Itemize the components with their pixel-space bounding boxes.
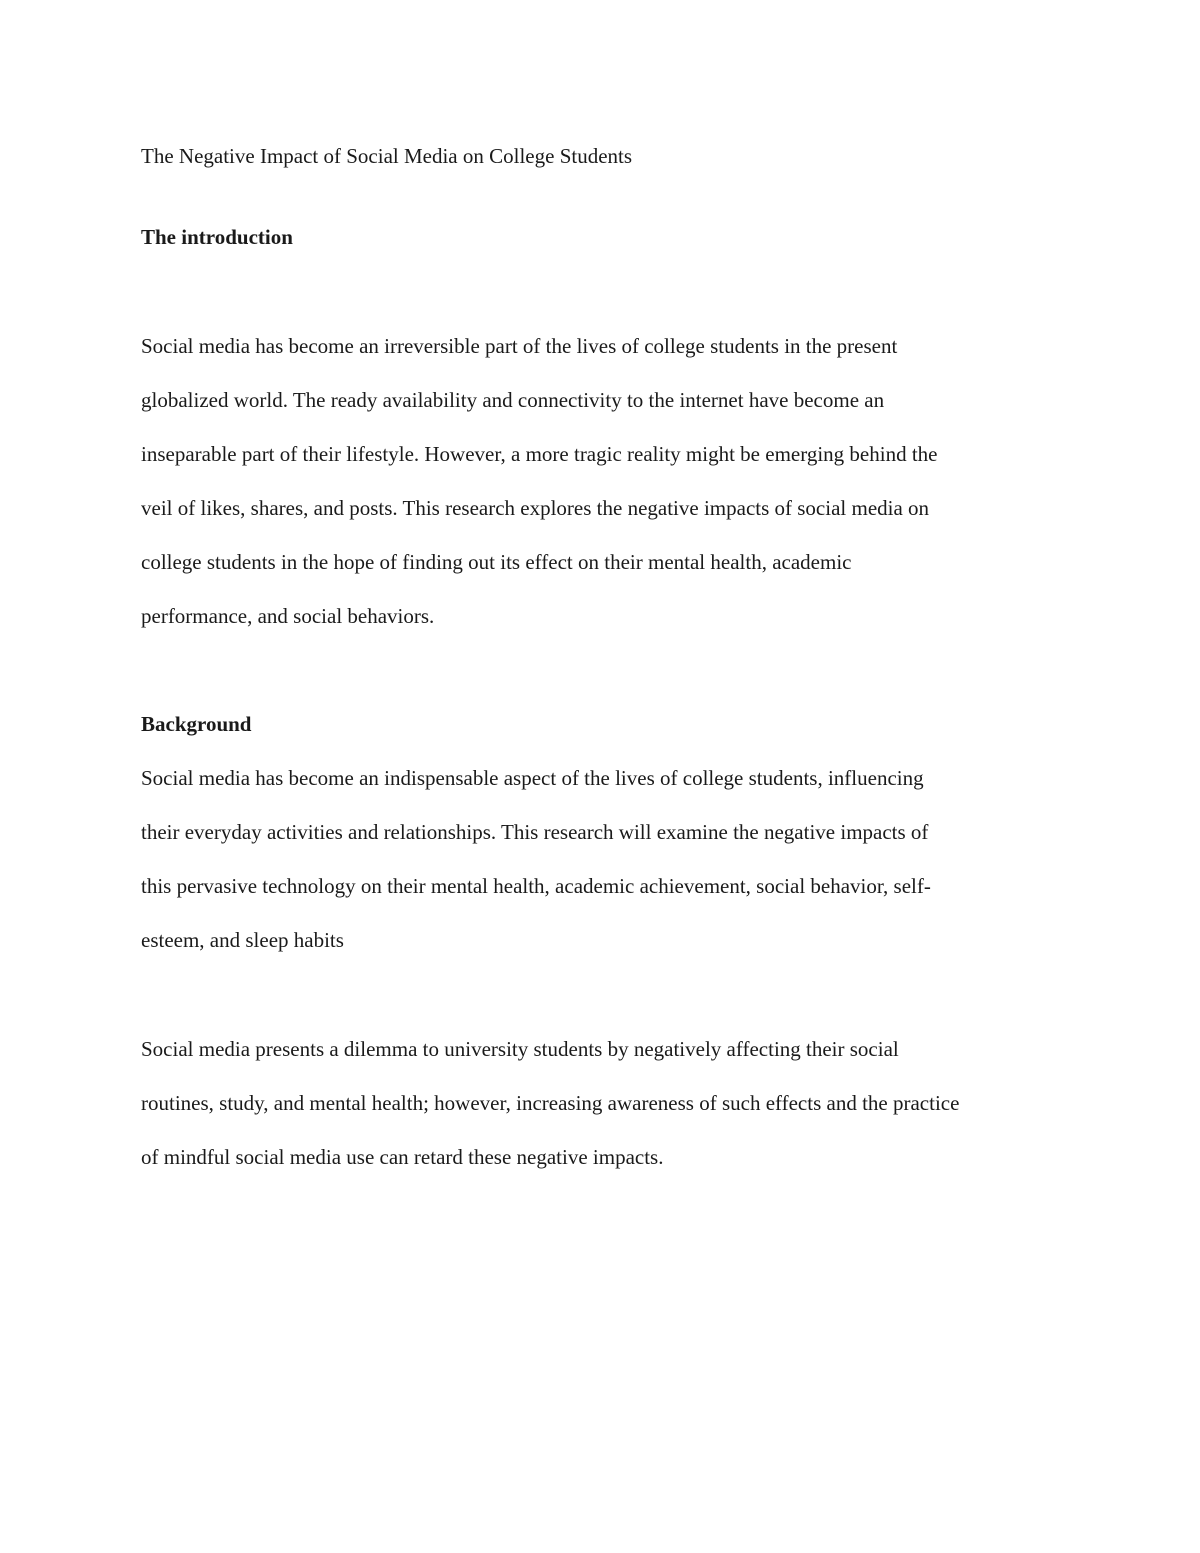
paragraph-line: Social media has become an irreversible part of the lives of college students in the present xyxy=(141,334,898,358)
paragraph-line: esteem, and sleep habits xyxy=(141,928,344,952)
paragraph-line: Social media has become an indispensable aspect of the lives of college students, influencing xyxy=(141,766,924,790)
paragraph-line: veil of likes, shares, and posts. This research explores the negative impacts of social media on xyxy=(141,496,930,520)
paragraph-line: Social media presents a dilemma to university students by negatively affecting their social xyxy=(141,1037,899,1061)
paragraph-line: globalized world. The ready availability and connectivity to the internet have become an xyxy=(141,388,885,412)
paragraph-line: college students in the hope of finding out its effect on their mental health, academic xyxy=(141,550,852,574)
paragraph-line: of mindful social media use can retard these negative impacts. xyxy=(141,1145,664,1169)
section-heading-introduction: The introduction xyxy=(141,225,293,249)
document-title: The Negative Impact of Social Media on College Students xyxy=(141,144,633,168)
paragraph-line: performance, and social behaviors. xyxy=(141,604,435,628)
paragraph-line: routines, study, and mental health; however, increasing awareness of such effects and the practice xyxy=(141,1091,960,1115)
paragraph-line: their everyday activities and relationships. This research will examine the negative impacts of xyxy=(141,820,929,844)
paragraph-line: this pervasive technology on their mental health, academic achievement, social behavior, self- xyxy=(141,874,931,898)
section-heading-background: Background xyxy=(141,712,252,736)
paragraph-line: inseparable part of their lifestyle. However, a more tragic reality might be emerging behind the xyxy=(141,442,938,466)
